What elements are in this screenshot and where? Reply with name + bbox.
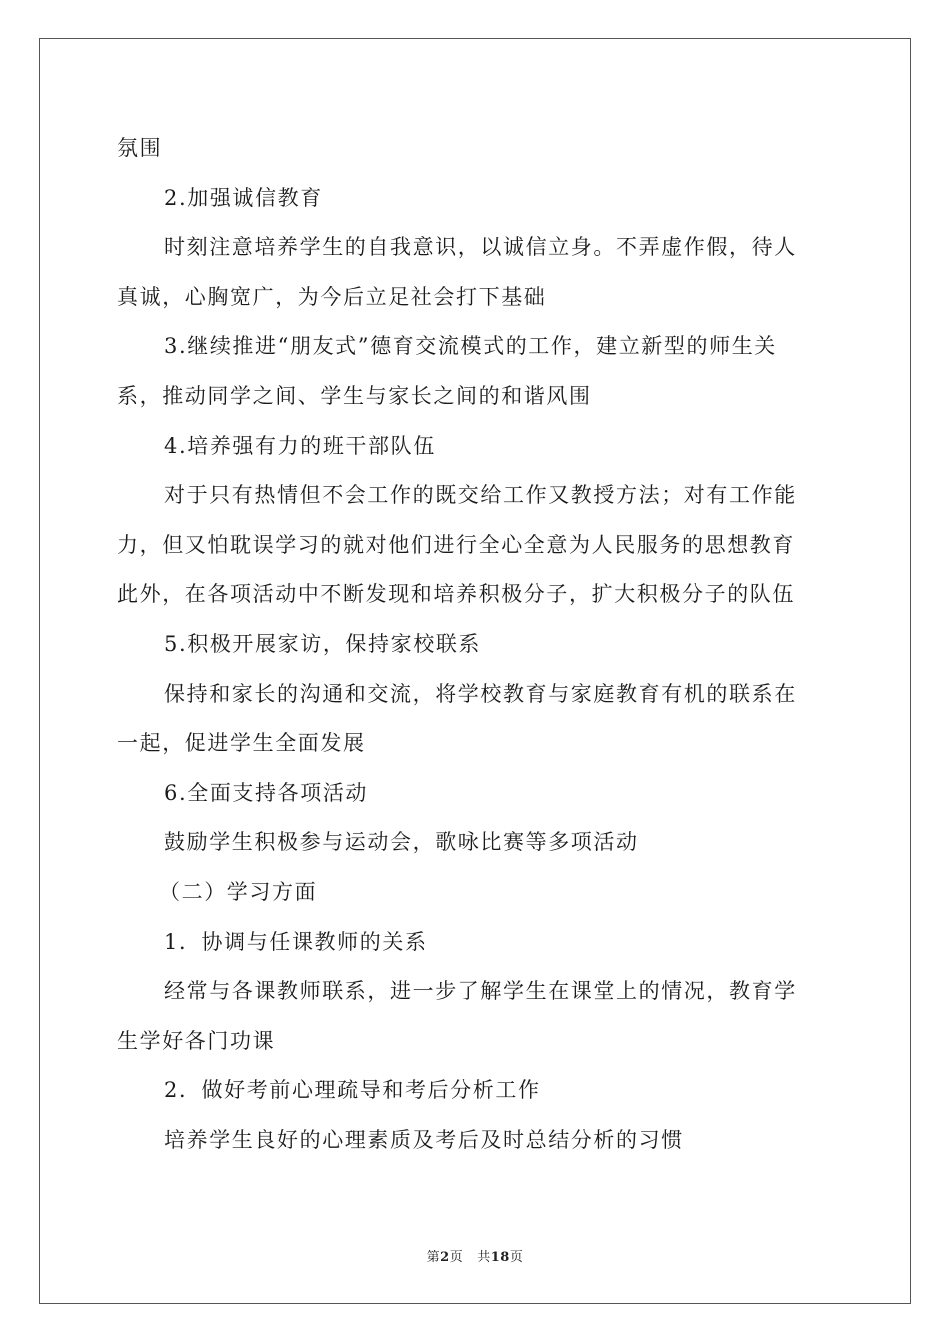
footer-total-number: 18 [490,1250,510,1265]
text-line-21: 培养学生良好的心理素质及考后及时总结分析的习惯 [164,1127,684,1152]
text-line-15: 鼓励学生积极参与运动会，歌咏比赛等多项活动 [164,830,639,855]
text-line-12: 保持和家长的沟通和交流，将学校教育与家庭教育有机的联系在 [164,681,797,706]
heading-friendship-model: 3.继续推进“朋友式”德育交流模式的工作，建立新型的师生关 [164,334,777,359]
heading-support-activities: 6.全面支持各项活动 [164,780,369,805]
heading-honesty-education: 2.加强诚信教育 [164,185,323,210]
heading-exam-guidance: 2．做好考前心理疏导和考后分析工作 [164,1078,541,1103]
text-line-3: 时刻注意培养学生的自我意识，以诚信立身。不弄虚作假，待人 [164,235,797,260]
text-line-9: 力，但又怕耽误学习的就对他们进行全心全意为人民服务的思想教育 [117,532,795,557]
text-line-1: 氛围 [117,136,163,160]
page-footer [0,1246,950,1265]
footer-total-suffix: 页 [509,1250,524,1265]
text-line-10: 此外，在各项活动中不断发现和培养积极分子，扩大积极分子的队伍 [117,582,795,607]
document-body [117,124,835,1165]
text-line-6: 系，推动同学之间、学生与家长之间的和谐风围 [117,383,592,408]
text-line-4: 真诚，心胸宽广，为今后立足社会打下基础 [117,284,547,309]
heading-home-visits: 5.积极开展家访，保持家校联系 [164,631,482,656]
section-heading-study: （二）学习方面 [159,879,318,904]
footer-total-prefix: 共 [477,1250,491,1265]
text-line-19: 生学好各门功课 [117,1028,276,1053]
footer-page-suffix: 页 [449,1250,464,1265]
footer-page-number: 2 [440,1250,450,1265]
heading-class-cadres: 4.培养强有力的班干部队伍 [164,433,436,458]
heading-teacher-coordination: 1．协调与任课教师的关系 [164,929,428,954]
text-line-18: 经常与各课教师联系，进一步了解学生在课堂上的情况，教育学 [164,979,797,1004]
footer-page-prefix: 第 [426,1250,441,1265]
text-line-8: 对于只有热情但不会工作的既交给工作又教授方法；对有工作能 [164,483,797,508]
text-line-13: 一起，促进学生全面发展 [117,731,366,756]
